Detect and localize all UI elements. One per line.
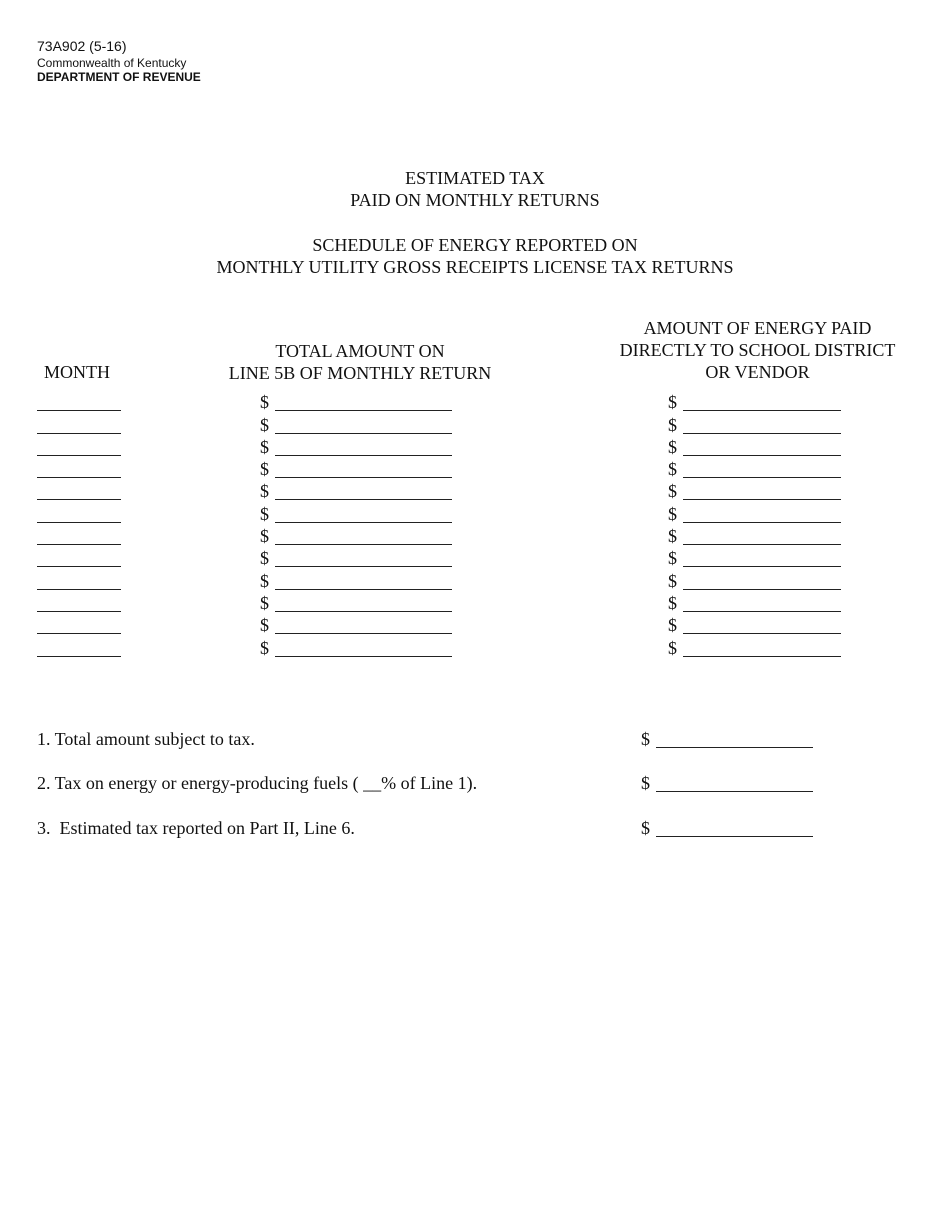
summary-dollar-3: $ [641, 818, 650, 838]
dollar-sign: $ [260, 570, 269, 591]
department-name: DEPARTMENT OF REVENUE [37, 70, 201, 84]
dollar-sign: $ [668, 481, 677, 502]
dollar-sign: $ [260, 548, 269, 569]
month-field[interactable] [37, 611, 121, 612]
month-field[interactable] [37, 477, 121, 478]
energy-amount-field[interactable] [683, 611, 841, 612]
table-row [0, 613, 950, 635]
energy-amount-field[interactable] [683, 410, 841, 411]
summary-label-2: 2. Tax on energy or energy-producing fuels ( __% of Line 1). [37, 773, 478, 793]
dollar-sign: $ [260, 592, 269, 613]
dollar-sign: $ [668, 637, 677, 658]
month-field[interactable] [37, 433, 121, 434]
dollar-sign: $ [260, 481, 269, 502]
dollar-sign: $ [668, 592, 677, 613]
dollar-sign: $ [668, 436, 677, 457]
table-row [0, 546, 950, 568]
dollar-sign: $ [668, 459, 677, 480]
schedule-title [0, 234, 950, 278]
dollar-sign: $ [668, 414, 677, 435]
title-line-4: MONTHLY UTILITY GROSS RECEIPTS LICENSE TAX RETURNS [216, 257, 734, 277]
dollar-sign: $ [260, 503, 269, 524]
energy-amount-field[interactable] [683, 433, 841, 434]
summary-amount-field-3[interactable] [656, 836, 813, 837]
summary-dollar-2: $ [641, 773, 650, 793]
month-field[interactable] [37, 566, 121, 567]
column-header-month-label: MONTH [44, 362, 110, 382]
month-field[interactable] [37, 455, 121, 456]
form-number: 73A902 (5-16) [37, 38, 127, 54]
energy-amount-field[interactable] [683, 522, 841, 523]
dollar-sign: $ [260, 436, 269, 457]
summary-label-3: 3. Estimated tax reported on Part II, Line 6. [37, 818, 355, 838]
dollar-sign: $ [668, 392, 677, 413]
summary-line-2 [0, 770, 950, 794]
energy-amount-field[interactable] [683, 544, 841, 545]
energy-amount-field[interactable] [683, 589, 841, 590]
energy-amount-field[interactable] [683, 477, 841, 478]
column-header-energy [600, 317, 915, 383]
summary-dollar-1: $ [641, 729, 650, 749]
title-line-3: SCHEDULE OF ENERGY REPORTED ON [312, 235, 638, 255]
table-row [0, 568, 950, 590]
dollar-sign: $ [260, 526, 269, 547]
dollar-sign: $ [668, 548, 677, 569]
dollar-sign: $ [260, 392, 269, 413]
month-field[interactable] [37, 633, 121, 634]
summary-amount-field-2[interactable] [656, 791, 813, 792]
summary-line-3 [0, 815, 950, 839]
summary-amount-field-1[interactable] [656, 747, 813, 748]
column-header-total [200, 340, 520, 384]
energy-amount-field[interactable] [683, 633, 841, 634]
dollar-sign: $ [668, 503, 677, 524]
total-amount-field[interactable] [275, 522, 452, 523]
form-header [37, 38, 201, 84]
dollar-sign: $ [668, 615, 677, 636]
dollar-sign: $ [260, 459, 269, 480]
table-row [0, 591, 950, 613]
state-name: Commonwealth of Kentucky [37, 56, 187, 70]
dollar-sign: $ [668, 570, 677, 591]
total-amount-field[interactable] [275, 410, 452, 411]
total-amount-field[interactable] [275, 455, 452, 456]
dollar-sign: $ [260, 637, 269, 658]
month-field[interactable] [37, 544, 121, 545]
total-amount-field[interactable] [275, 544, 452, 545]
table-row [0, 390, 950, 412]
column-header-energy-line1: AMOUNT OF ENERGY PAID [643, 318, 872, 338]
energy-amount-field[interactable] [683, 656, 841, 657]
table-row [0, 501, 950, 523]
month-field[interactable] [37, 522, 121, 523]
schedule-table [0, 390, 950, 658]
month-field[interactable] [37, 589, 121, 590]
summary-label-1: 1. Total amount subject to tax. [37, 729, 255, 749]
total-amount-field[interactable] [275, 611, 452, 612]
title-line-1: ESTIMATED TAX [405, 168, 545, 188]
month-field[interactable] [37, 410, 121, 411]
table-row [0, 412, 950, 434]
table-row [0, 635, 950, 657]
total-amount-field[interactable] [275, 477, 452, 478]
title-line-2: PAID ON MONTHLY RETURNS [350, 190, 600, 210]
table-row [0, 479, 950, 501]
table-row [0, 524, 950, 546]
total-amount-field[interactable] [275, 656, 452, 657]
energy-amount-field[interactable] [683, 499, 841, 500]
total-amount-field[interactable] [275, 633, 452, 634]
dollar-sign: $ [668, 526, 677, 547]
summary-line-1 [0, 726, 950, 750]
energy-amount-field[interactable] [683, 455, 841, 456]
total-amount-field[interactable] [275, 499, 452, 500]
energy-amount-field[interactable] [683, 566, 841, 567]
column-header-total-line2: LINE 5B OF MONTHLY RETURN [228, 363, 492, 383]
dollar-sign: $ [260, 414, 269, 435]
month-field[interactable] [37, 656, 121, 657]
column-header-month [37, 361, 117, 383]
column-header-total-line1: TOTAL AMOUNT ON [275, 341, 445, 361]
column-header-energy-line2: DIRECTLY TO SCHOOL DISTRICT [619, 340, 896, 360]
table-row [0, 435, 950, 457]
dollar-sign: $ [260, 615, 269, 636]
column-header-energy-line3: OR VENDOR [705, 362, 810, 382]
total-amount-field[interactable] [275, 433, 452, 434]
total-amount-field[interactable] [275, 589, 452, 590]
document-title [0, 167, 950, 211]
table-row [0, 457, 950, 479]
total-amount-field[interactable] [275, 566, 452, 567]
month-field[interactable] [37, 499, 121, 500]
